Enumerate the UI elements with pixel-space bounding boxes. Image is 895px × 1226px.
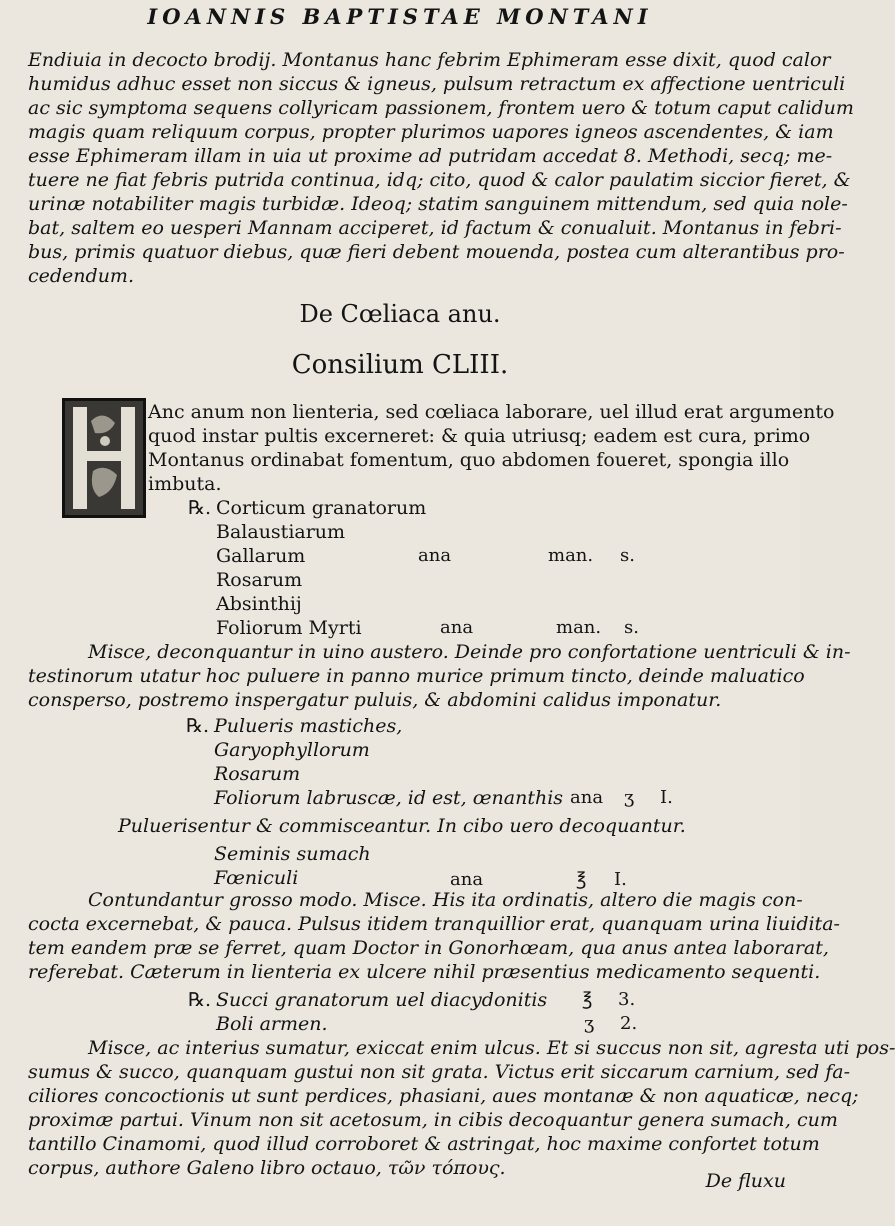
ingredient: Corticum granatorum (216, 497, 427, 519)
text-line: bat, saltem eo uesperi Mannam acciperet, id factum & conualuit. Montanus in febri- (28, 217, 842, 239)
dose-amount: I. (660, 787, 673, 808)
ingredient: Seminis sumach (214, 843, 371, 865)
ingredient: Absinthij (216, 593, 302, 615)
ingredient: Boli armen. (216, 1013, 328, 1035)
text-line: imbuta. (148, 473, 222, 495)
dose-amount: s. (620, 545, 635, 566)
text-line: quod instar pultis excerneret: & quia utriusq; eadem est cura, primo (148, 425, 811, 447)
ingredient: Foliorum labruscæ, id est, œnanthis (214, 787, 564, 809)
text-line: sumus & succo, quanquam gustui non sit grata. Victus erit siccarum carnium, sed fa- (28, 1061, 851, 1083)
ingredient: Rosarum (216, 569, 303, 591)
dose-ana: ana (440, 617, 474, 638)
text-line: esse Ephimeram illam in uia ut proxime ad putridam accedat 8. Methodi, secq; me- (28, 145, 833, 167)
dose-amount: 3. (618, 989, 636, 1010)
ingredient: Gallarum (216, 545, 306, 567)
catchword: De fluxu (705, 1170, 786, 1192)
ingredient: Fœniculi (214, 867, 299, 889)
dose-amount: 2. (620, 1013, 638, 1034)
ingredient: Rosarum (214, 763, 301, 785)
text-line: proximæ partui. Vinum non sit acetosum, in cibis decoquantur genera sumach, cum (28, 1109, 838, 1131)
dose-unit: ʒ (584, 1013, 595, 1034)
text-line: Anc anum non lienteria, sed cœliaca laborare, uel illud erat argumento (148, 401, 835, 423)
text-line: Contundantur grosso modo. Misce. His ita ordinatis, altero die magis con- (88, 889, 803, 911)
text-line: humidus adhuc esset non siccus & igneus, pulsum retractum ex affectione uentriculi (28, 73, 846, 95)
text-line: corpus, authore Galeno libro octauo, τῶν τόπους. (28, 1157, 506, 1179)
decorated-initial-h (62, 398, 146, 518)
text-line: urinæ notabiliter magis turbidæ. Ideoq; statim sanguinem mittendum, sed quia nole- (28, 193, 848, 215)
dose-unit: ℥ (576, 869, 587, 890)
recipe-symbol: ℞. (186, 715, 210, 737)
dose-amount: I. (614, 869, 627, 890)
text-line: Endiuia in decocto brodij. Montanus hanc febrim Ephimeram esse dixit, quod calor (28, 49, 831, 71)
consilium-title: Consilium CLIII. (291, 350, 509, 380)
text-line: magis quam reliquum corpus, propter plurimos uapores igneos ascendentes, & iam (28, 121, 834, 143)
recipe-symbol: ℞. (188, 989, 212, 1011)
dose-ana: ana (418, 545, 452, 566)
text-line: Misce, ac interius sumatur, exiccat enim ulcus. Et si succus non sit, agresta uti pos- (88, 1037, 895, 1059)
dose-unit: ℥ (582, 989, 593, 1010)
text-line: Puluerisentur & commisceantur. In cibo uero decoquantur. (118, 815, 686, 837)
dose-unit: man. (548, 545, 594, 566)
text-line: cedendum. (28, 265, 134, 287)
text-line: ac sic symptoma sequens collyricam passionem, frontem uero & totum caput calidum (28, 97, 854, 119)
running-header: IOANNIS BAPTISTAE MONTANI (147, 4, 653, 29)
text-line: Montanus ordinabat fomentum, quo abdomen foueret, spongia illo (148, 449, 790, 471)
text-line: cocta excernebat, & pauca. Pulsus itidem tranquillior erat, quanquam urina liuidita- (28, 913, 840, 935)
ingredient: Balaustiarum (216, 521, 346, 543)
text-line: referebat. Cæterum in lienteria ex ulcere nihil præsentius medicamento sequenti. (28, 961, 821, 983)
text-line: Misce, deconquantur in uino austero. Deinde pro confortatione uentriculi & in- (88, 641, 851, 663)
text-line: consperso, postremo inspergatur puluis, & abdomini calidus imponatur. (28, 689, 722, 711)
section-title: De Cœliaca anu. (299, 300, 501, 328)
text-line: bus, primis quatuor diebus, quæ fieri debent mouenda, postea cum alterantibus pro- (28, 241, 845, 263)
text-line: testinorum utatur hoc puluere in panno murice primum tincto, deinde maluatico (28, 665, 805, 687)
dose-amount: s. (624, 617, 639, 638)
ingredient: Succi granatorum uel diacydonitis (216, 989, 548, 1011)
text-line: tem eandem præ se ferret, quam Doctor in Gonorhœam, qua anus antea laborarat, (28, 937, 829, 959)
ingredient: Garyophyllorum (214, 739, 370, 761)
text-line: tantillo Cinamomi, quod illud corroboret & astringat, hoc maxime confortet totum (28, 1133, 820, 1155)
dose-ana: ana (450, 869, 484, 890)
recipe-symbol: ℞. (188, 497, 212, 519)
dose-unit: ʒ (624, 787, 635, 808)
text-line: tuere ne fiat febris putrida continua, idq; cito, quod & calor paulatim siccior fieret, & (28, 169, 851, 191)
ingredient: Pulueris mastiches, (214, 715, 403, 737)
dose-unit: man. (556, 617, 602, 638)
text-line: ciliores concoctionis ut sunt perdices, phasiani, aues montanæ & non aquaticæ, necq; (28, 1085, 859, 1107)
dose-ana: ana (570, 787, 604, 808)
ingredient: Foliorum Myrti (216, 617, 362, 639)
